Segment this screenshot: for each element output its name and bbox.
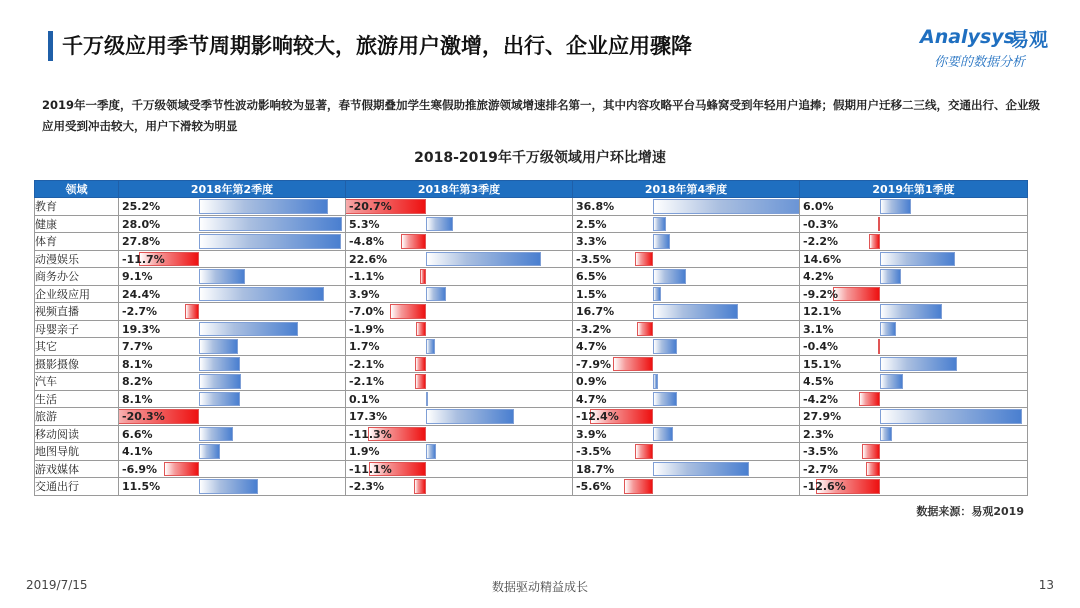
value-label: -11.1% <box>349 462 392 476</box>
positive-bar <box>199 234 341 249</box>
row-label: 游戏媒体 <box>35 460 119 478</box>
value-cell <box>573 355 800 373</box>
value-cell <box>800 373 1028 391</box>
negative-bar <box>390 304 426 319</box>
positive-bar <box>653 304 738 319</box>
table-row <box>35 355 1028 373</box>
positive-bar <box>880 427 892 442</box>
value-cell <box>800 320 1028 338</box>
value-label: 1.9% <box>349 445 380 458</box>
value-cell <box>573 443 800 461</box>
logo-tagline: 你要的数据分析 <box>934 55 1026 70</box>
footer-slogan: 数据驱动精益成长 <box>491 580 588 594</box>
value-label: 17.3% <box>349 410 388 423</box>
description-text: 2019年一季度，千万级领域受季节性波动影响较为显著，春节假期叠加学生寒假助推旅游领域增速排名第一，其中内容攻略平台马蜂窝受到年轻用户追捧；假期用户迁移二三线，交通出行、企业级应用受到冲击较大，用户下滑较为明显 <box>42 98 1040 133</box>
positive-bar <box>880 304 942 319</box>
value-cell <box>119 390 346 408</box>
negative-bar <box>613 357 653 372</box>
row-label: 生活 <box>35 390 119 408</box>
value-label: 8.2% <box>122 375 153 388</box>
table-row <box>35 268 1028 286</box>
row-label: 企业级应用 <box>35 285 119 303</box>
value-label: 4.5% <box>803 375 834 388</box>
positive-bar <box>426 252 541 267</box>
value-label: 36.8% <box>576 200 615 213</box>
positive-bar <box>199 374 241 389</box>
table-row <box>35 408 1028 426</box>
logo-chinese: 易观 <box>1010 29 1049 51</box>
value-label: 4.7% <box>576 392 607 406</box>
negative-bar <box>859 392 880 407</box>
positive-bar <box>426 409 514 424</box>
positive-bar <box>199 269 245 284</box>
row-label: 商务办公 <box>35 268 119 286</box>
value-label: -2.2% <box>803 235 839 248</box>
value-cell <box>346 233 573 251</box>
negative-bar <box>401 234 426 249</box>
value-label: 4.1% <box>122 445 153 458</box>
value-label: -1.9% <box>349 322 385 336</box>
positive-bar <box>199 357 240 372</box>
row-label: 摄影摄像 <box>35 355 119 373</box>
positive-bar <box>199 322 298 337</box>
value-cell <box>119 373 346 391</box>
value-cell <box>119 268 346 286</box>
value-cell <box>346 215 573 233</box>
value-label: -20.7% <box>349 200 392 213</box>
value-cell <box>119 215 346 233</box>
positive-bar <box>880 409 1022 424</box>
value-cell <box>573 303 800 321</box>
negative-bar <box>862 444 880 459</box>
value-label: -6.9% <box>122 462 158 476</box>
value-cell <box>346 320 573 338</box>
value-label: 24.4% <box>122 287 161 301</box>
value-cell <box>119 320 346 338</box>
value-cell <box>800 338 1028 356</box>
value-cell <box>119 425 346 443</box>
value-label: -3.2% <box>576 322 612 336</box>
value-cell <box>119 250 346 268</box>
negative-bar <box>866 462 880 477</box>
value-label: -11.7% <box>122 252 165 266</box>
value-cell <box>800 478 1028 496</box>
value-label: 8.1% <box>122 357 153 371</box>
analysys-logo <box>920 26 1060 76</box>
table-row <box>35 425 1028 443</box>
value-cell <box>573 460 800 478</box>
value-label: 5.3% <box>349 217 380 231</box>
value-label: -2.1% <box>349 357 385 371</box>
negative-bar <box>637 322 653 337</box>
positive-bar <box>653 199 800 214</box>
row-label: 旅游 <box>35 408 119 426</box>
value-label: -11.3% <box>349 427 392 441</box>
table-row <box>35 215 1028 233</box>
value-cell <box>119 338 346 356</box>
positive-bar <box>880 199 911 214</box>
header-domain: 领域 <box>35 181 119 198</box>
value-cell <box>346 285 573 303</box>
positive-bar <box>199 287 324 302</box>
value-label: -12.6% <box>803 480 846 493</box>
value-cell <box>119 303 346 321</box>
value-cell <box>119 285 346 303</box>
row-label: 动漫娱乐 <box>35 250 119 268</box>
growth-table <box>34 180 1028 496</box>
value-cell <box>346 338 573 356</box>
value-label: -9.2% <box>803 287 839 301</box>
table-row <box>35 250 1028 268</box>
value-label: 6.6% <box>122 427 153 441</box>
value-cell <box>119 460 346 478</box>
positive-bar <box>426 339 435 354</box>
negative-bar <box>414 479 426 494</box>
positive-bar <box>653 217 666 232</box>
row-label: 地图导航 <box>35 443 119 461</box>
table-row <box>35 390 1028 408</box>
value-cell <box>346 460 573 478</box>
table-row <box>35 443 1028 461</box>
value-label: 4.7% <box>576 340 607 353</box>
value-cell <box>573 338 800 356</box>
value-label: 28.0% <box>122 217 161 231</box>
value-label: -12.4% <box>576 410 619 423</box>
footer-date: 2019/7/15 <box>26 578 88 592</box>
negative-bar <box>415 357 426 372</box>
row-label: 体育 <box>35 233 119 251</box>
value-cell <box>573 320 800 338</box>
row-label: 教育 <box>35 198 119 216</box>
value-cell <box>119 198 346 216</box>
table-row <box>35 373 1028 391</box>
positive-bar <box>426 217 453 232</box>
value-cell <box>119 478 346 496</box>
value-label: 3.9% <box>576 427 607 441</box>
negative-bar <box>833 287 880 302</box>
value-label: -3.5% <box>576 445 612 458</box>
value-label: -4.2% <box>803 392 839 406</box>
value-label: 12.1% <box>803 305 842 318</box>
value-label: 3.9% <box>349 287 380 301</box>
table-row <box>35 460 1028 478</box>
value-label: 16.7% <box>576 305 615 318</box>
value-label: -4.8% <box>349 235 385 248</box>
positive-bar <box>653 287 661 302</box>
table-row <box>35 285 1028 303</box>
positive-bar <box>653 234 670 249</box>
value-label: 27.9% <box>803 410 842 423</box>
value-label: -7.9% <box>576 357 612 371</box>
table-row <box>35 303 1028 321</box>
negative-bar <box>624 479 653 494</box>
positive-bar <box>426 287 446 302</box>
value-cell <box>800 303 1028 321</box>
value-cell <box>800 233 1028 251</box>
value-label: 9.1% <box>122 270 153 283</box>
logo-english: Analysys <box>920 26 1015 48</box>
value-cell <box>800 408 1028 426</box>
positive-bar <box>880 252 955 267</box>
value-label: 0.1% <box>349 392 380 406</box>
value-cell <box>346 355 573 373</box>
value-cell <box>800 250 1028 268</box>
negative-bar <box>878 339 880 354</box>
row-label: 视频直播 <box>35 303 119 321</box>
value-label: 4.2% <box>803 270 834 283</box>
value-cell <box>346 373 573 391</box>
positive-bar <box>199 339 238 354</box>
value-cell <box>119 233 346 251</box>
table-row <box>35 320 1028 338</box>
value-label: -7.0% <box>349 305 385 318</box>
value-cell <box>573 198 800 216</box>
negative-bar <box>869 234 880 249</box>
value-label: -2.7% <box>803 462 839 476</box>
value-cell <box>573 478 800 496</box>
value-cell <box>119 443 346 461</box>
value-cell <box>346 408 573 426</box>
value-label: 22.6% <box>349 252 388 266</box>
value-label: 1.7% <box>349 340 380 353</box>
value-cell <box>346 250 573 268</box>
value-cell <box>573 233 800 251</box>
table-header-row <box>35 181 1028 198</box>
negative-bar <box>878 217 880 232</box>
positive-bar <box>653 374 658 389</box>
value-label: -3.5% <box>576 252 612 266</box>
negative-bar <box>416 322 426 337</box>
value-label: 15.1% <box>803 357 842 371</box>
table-row <box>35 233 1028 251</box>
value-label: 8.1% <box>122 392 153 406</box>
value-cell <box>800 443 1028 461</box>
positive-bar <box>199 199 328 214</box>
value-cell <box>573 408 800 426</box>
value-cell <box>573 373 800 391</box>
positive-bar <box>426 392 428 407</box>
header-2018q2: 2018年第2季度 <box>119 181 346 198</box>
positive-bar <box>199 392 240 407</box>
value-cell <box>346 443 573 461</box>
value-label: 3.1% <box>803 322 834 336</box>
value-cell <box>800 285 1028 303</box>
value-cell <box>346 425 573 443</box>
value-cell <box>119 408 346 426</box>
page-title: 千万级应用季节周期影响较大，旅游用户激增，出行、企业应用骤降 <box>62 34 692 58</box>
negative-bar <box>635 444 653 459</box>
negative-bar <box>415 374 426 389</box>
positive-bar <box>653 427 673 442</box>
positive-bar <box>426 444 436 459</box>
positive-bar <box>199 444 220 459</box>
table-row <box>35 338 1028 356</box>
negative-bar <box>164 462 199 477</box>
value-label: 1.5% <box>576 287 607 301</box>
positive-bar <box>653 269 686 284</box>
positive-bar <box>880 374 903 389</box>
value-label: 2.5% <box>576 217 607 231</box>
value-label: 19.3% <box>122 322 161 336</box>
value-cell <box>800 198 1028 216</box>
value-cell <box>800 460 1028 478</box>
value-cell <box>346 268 573 286</box>
value-cell <box>800 215 1028 233</box>
table-row <box>35 198 1028 216</box>
positive-bar <box>880 357 957 372</box>
row-label: 母婴亲子 <box>35 320 119 338</box>
value-label: -0.3% <box>803 217 839 231</box>
value-label: -5.6% <box>576 480 612 493</box>
row-label: 交通出行 <box>35 478 119 496</box>
value-label: 14.6% <box>803 252 842 266</box>
value-label: 6.0% <box>803 200 834 213</box>
value-cell <box>800 355 1028 373</box>
negative-bar <box>185 304 199 319</box>
value-label: 25.2% <box>122 200 161 213</box>
header-2018q4: 2018年第4季度 <box>573 181 800 198</box>
header-2018q3: 2018年第3季度 <box>346 181 573 198</box>
value-label: -2.1% <box>349 375 385 388</box>
value-label: 0.9% <box>576 375 607 388</box>
value-cell <box>573 425 800 443</box>
positive-bar <box>653 339 677 354</box>
value-cell <box>573 268 800 286</box>
header-2019q1: 2019年第1季度 <box>800 181 1028 198</box>
row-label: 健康 <box>35 215 119 233</box>
value-cell <box>800 425 1028 443</box>
value-cell <box>573 215 800 233</box>
positive-bar <box>653 392 677 407</box>
value-label: -3.5% <box>803 445 839 458</box>
value-label: -2.3% <box>349 480 385 493</box>
value-label: 18.7% <box>576 462 615 476</box>
value-cell <box>800 390 1028 408</box>
value-cell <box>573 285 800 303</box>
value-cell <box>573 250 800 268</box>
negative-bar <box>420 269 426 284</box>
row-label: 移动阅读 <box>35 425 119 443</box>
value-label: -1.1% <box>349 270 385 283</box>
value-cell <box>346 478 573 496</box>
negative-bar <box>635 252 653 267</box>
positive-bar <box>653 462 749 477</box>
value-label: 2.3% <box>803 427 834 441</box>
positive-bar <box>880 269 901 284</box>
value-cell <box>346 390 573 408</box>
value-cell <box>346 303 573 321</box>
positive-bar <box>880 322 896 337</box>
value-label: -2.7% <box>122 305 158 318</box>
value-label: 3.3% <box>576 235 607 248</box>
chart-title: 2018-2019年千万级领域用户环比增速 <box>414 150 666 166</box>
positive-bar <box>199 427 233 442</box>
value-label: 6.5% <box>576 270 607 283</box>
value-cell <box>119 355 346 373</box>
value-cell <box>800 268 1028 286</box>
positive-bar <box>199 479 258 494</box>
value-label: 7.7% <box>122 340 153 353</box>
value-cell <box>573 390 800 408</box>
table-row <box>35 478 1028 496</box>
row-label: 其它 <box>35 338 119 356</box>
data-source: 数据来源：易观2019 <box>916 505 1024 518</box>
title-accent-bar <box>48 31 53 61</box>
value-label: -20.3% <box>122 410 165 423</box>
value-label: 27.8% <box>122 235 161 248</box>
value-cell <box>346 198 573 216</box>
value-label: 11.5% <box>122 480 161 493</box>
value-label: -0.4% <box>803 340 839 353</box>
page-number: 13 <box>1038 578 1054 592</box>
positive-bar <box>199 217 342 232</box>
row-label: 汽车 <box>35 373 119 391</box>
